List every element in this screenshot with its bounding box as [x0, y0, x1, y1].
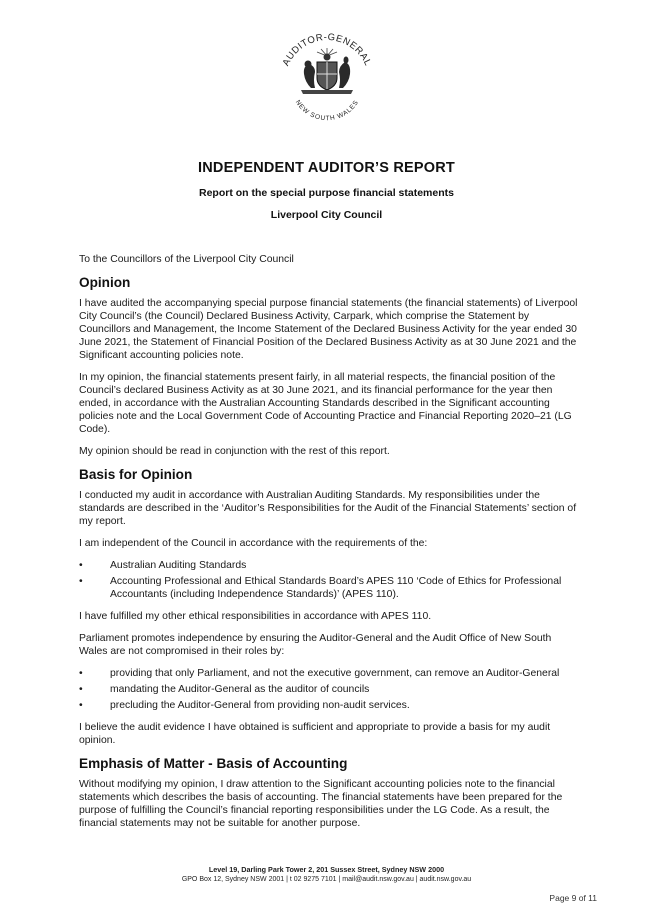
opinion-paragraph-2: In my opinion, the financial statements present fairly, in all material respects, the financial position of the Council’s declared Business Activity as at 30 June 2021, and its financial performance for the year then ended, in accordance with the Australian Accounting Standards described in the Significant accounting policies note and the Local Government Code of Accounting Practice and Financial Reporting 2020–21 (LG Code).: [79, 372, 572, 435]
list-item: [79, 683, 579, 696]
bullet-icon: •: [79, 668, 83, 679]
bullet-icon: •: [79, 560, 83, 571]
coat-of-arms-icon: [271, 22, 383, 134]
footer-contact: GPO Box 12, Sydney NSW 2001 | t 02 9275 7101 | mail@audit.nsw.gov.au | audit.nsw.gov.au: [181, 876, 472, 883]
list-item-text: providing that only Parliament, and not the executive government, can remove an Auditor-General: [110, 668, 560, 679]
list-item-text: Accounting Professional and Ethical Standards Board’s APES 110 ‘Code of Ethics for Professional Accountants (including Independence Standards)’ (APES 110).: [110, 576, 562, 600]
bullet-icon: •: [79, 700, 83, 711]
report-subtitle: Report on the special purpose financial statements: [199, 187, 454, 199]
basis-paragraph-5: I believe the audit evidence I have obtained is sufficient and appropriate to provide a basis for my audit opinion.: [79, 722, 551, 746]
bullet-icon: •: [79, 576, 83, 587]
entity-name: Liverpool City Council: [270, 209, 383, 221]
basis-heading: Basis for Opinion: [79, 467, 193, 482]
list-item: [79, 575, 579, 601]
basis-paragraph-1: I conducted my audit in accordance with Australian Auditing Standards. My responsibilities under the standards are described in the ‘Auditor’s Responsibilities for the Audit of the Financial Statements’ section of my report.: [79, 490, 577, 527]
salutation: To the Councillors of the Liverpool City Council: [79, 254, 294, 265]
standards-list: [79, 559, 579, 601]
page-number: Page 9 of 11: [549, 893, 597, 903]
report-title: INDEPENDENT AUDITOR’S REPORT: [198, 160, 455, 176]
list-item: [79, 559, 579, 572]
list-item: [79, 699, 579, 712]
list-item-text: precluding the Auditor-General from providing non-audit services.: [110, 700, 410, 711]
list-item-text: mandating the Auditor-General as the auditor of councils: [110, 684, 370, 695]
footer-address: Level 19, Darling Park Tower 2, 201 Sussex Street, Sydney NSW 2000: [208, 865, 445, 874]
report-body: [79, 253, 579, 839]
list-item-text: Australian Auditing Standards: [110, 560, 247, 571]
basis-paragraph-2: I am independent of the Council in accordance with the requirements of the:: [79, 538, 428, 549]
opinion-paragraph-3: My opinion should be read in conjunction with the rest of this report.: [79, 446, 390, 457]
auditor-general-seal: [271, 22, 383, 134]
list-item: [79, 667, 579, 680]
emphasis-paragraph-1: Without modifying my opinion, I draw attention to the Significant accounting policies note to the financial statements which describes the basis of accounting. The financial statements have been prepared for the purpose of fulfilling the Council’s financial reporting responsibilities under the LG Code. As a result, the financial statements may not be suitable for another purpose.: [79, 779, 563, 829]
svg-text:NEW SOUTH WALES: [294, 99, 360, 122]
basis-paragraph-3: I have fulfilled my other ethical responsibilities in accordance with APES 110.: [79, 611, 432, 622]
opinion-paragraph-1: I have audited the accompanying special purpose financial statements (the financial statements) of Liverpool City Council’s (the Council) Declared Business Activity, Carpark, which comprise the Statement by Councillors and Management, the Income Statement of the Declared Business Activity for the year ended 30 June 2021, the Statement of Financial Position of the Declared Business Activity as at 30 June 2021 and the Significant accounting policies note.: [79, 298, 578, 361]
independence-list: [79, 667, 579, 712]
emphasis-heading: Emphasis of Matter - Basis of Accounting: [79, 756, 348, 771]
seal-text-top: AUDITOR-GENERAL: [280, 31, 374, 68]
bullet-icon: •: [79, 684, 83, 695]
basis-paragraph-4: Parliament promotes independence by ensuring the Auditor-General and the Audit Office of New South Wales are not compromised in their roles by:: [79, 633, 552, 657]
opinion-heading: Opinion: [79, 275, 131, 290]
seal-text-bottom: NEW SOUTH WALES: [293, 98, 361, 123]
